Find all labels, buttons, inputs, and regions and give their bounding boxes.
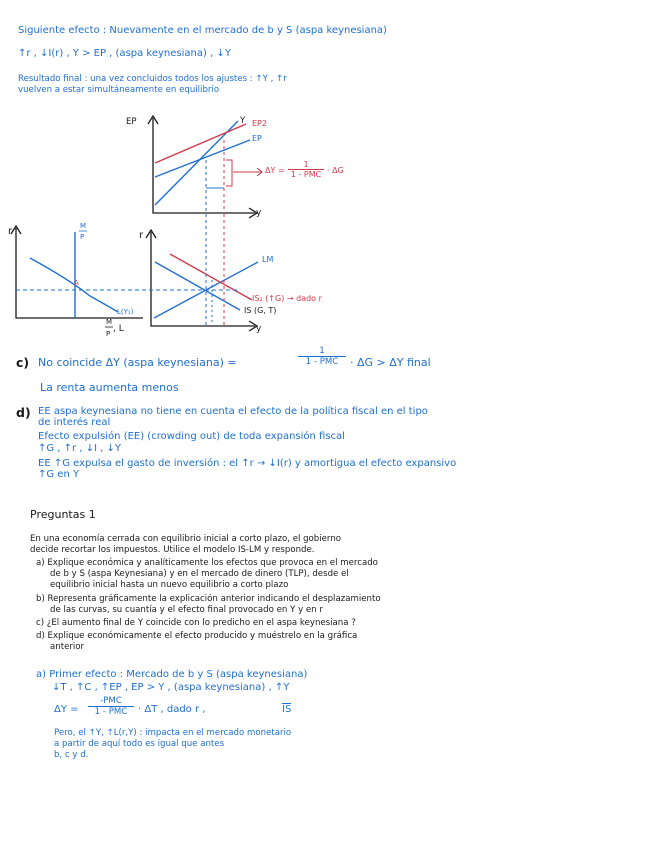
top-graph-ylabel: EP [126,117,137,127]
answer-a-formula-fraction [88,696,134,717]
islm-graph-is2-label: IS₂ (↑G) → dado r [252,294,322,303]
islm-graph-is-label: IS (G, T) [244,306,277,315]
answer-a-line-5: a partir de aquí todo es igual que antes [54,739,225,749]
preguntas-d2: anterior [50,642,85,652]
d-line-1: EE aspa keynesiana no tiene en cuenta el efecto de la política fiscal en el tipo [38,406,428,417]
top-graph-formula-rhs: · ΔG [327,166,344,175]
c-fraction [298,346,346,367]
top-graph-axes [148,116,257,218]
top-graph-formula-fraction [288,160,324,179]
money-graph-xlabel-num: M [106,318,113,326]
top-graph-label-y: Y [240,116,246,126]
d-line-4: ↑G , ↑r , ↓I , ↓Y [38,443,122,454]
intro-line-2: ↑r , ↓I(r) , Y > EP , (aspa keynesiana) , ↓Y [18,48,231,59]
islm-graph-ylabel: r [139,230,144,241]
money-graph-ylabel: r [8,226,13,237]
top-graph-label-ep: EP [252,134,262,143]
answer-a-formula-rhs: · ΔT , dado r , [138,704,206,715]
islm-graph-lm-label: LM [262,255,274,264]
c-frac-den: 1 - PMC [305,357,339,367]
money-graph-xlabel-den: P [106,330,111,338]
c-line-2: La renta aumenta menos [40,381,179,394]
preguntas-title: Preguntas 1 [30,508,96,521]
intro-line-3: Resultado final : una vez concluidos todos los ajustes : ↑Y , ↑r [18,74,287,84]
money-graph-curve-label: L(Y₁) [117,308,134,316]
intro-line-1: Siguiente efecto : Nuevamente en el mercado de b y S (aspa keynesiana) [18,25,387,36]
answer-a-line-4: Pero, el ↑Y, ↑L(r,Y) : impacta en el mercado monetario [54,728,292,738]
c-marker: c) [16,355,30,370]
preguntas-a3: equilibrio inicial hasta un nuevo equilibrio a corto plazo [50,580,289,590]
preguntas-a2: de b y S (aspa Keynesiana) y en el mercado de dinero (TLP), desde el [50,569,349,579]
answer-a-line-2: ↓T , ↑C , ↑EP , EP > Y , (aspa keynesiana) , ↑Y [52,682,290,693]
answer-a-formula-lhs: ΔY = [54,704,79,715]
money-graph-point-a: A [74,279,79,287]
d-line-3: Efecto expulsión (EE) (crowding out) de toda expansión fiscal [38,431,345,442]
c-text-b: · ΔG > ΔY final [350,356,431,369]
d-line-6: ↑G en Y [38,469,80,480]
top-graph-delta-arrow [233,168,262,176]
answer-a-line-1: a) Primer efecto : Mercado de b y S (aspa keynesiana) [36,669,308,680]
preguntas-c1: c) ¿El aumento final de Y coincide con lo predicho en el aspa keynesiana ? [36,618,356,628]
top-graph-formula-lhs: ΔY = [265,166,285,175]
answer-a-formula-den: 1 - PMC [94,707,128,717]
answer-a-line-6: b, c y d. [54,750,89,760]
top-graph-xlabel: y [256,208,262,218]
preguntas-p2: decide recortar los impuestos. Utilice el modelo IS-LM y responde. [30,545,315,555]
preguntas-a1: a) Explique económica y analíticamente los efectos que provoca en el mercado [36,558,378,568]
islm-graph-xlabel: y [256,324,262,334]
answer-a-is-shift: IS [282,704,292,715]
d-marker: d) [16,405,31,420]
top-graph-formula-den: 1 - PMC [290,170,322,179]
top-graph-45-line [155,121,238,205]
top-graph-ep2-line [155,124,246,163]
money-graph-xlabel-suffix: , L [113,324,124,334]
islm-graph-axes [146,230,257,331]
d-line-5: EE ↑G expulsa el gasto de inversión : el ↑r → ↓I(r) y amortigua el efecto expansivo [38,458,457,469]
top-graph-delta-bracket [226,160,232,186]
graphs-canvas [0,0,655,360]
answer-a-formula-num: -PMC [100,696,122,706]
preguntas-d1: d) Explique económicamente el efecto producido y muéstrelo en la gráfica [36,631,358,641]
intro-line-4: vuelven a estar simultáneamente en equilibrio [18,85,220,95]
d-line-2: de interés real [38,417,111,428]
money-graph-axes [11,226,143,318]
top-graph-formula-num: 1 [303,160,309,169]
top-graph-label-ep2: EP2 [252,119,267,128]
preguntas-p1: En una economía cerrada con equilibrio inicial a corto plazo, el gobierno [30,534,342,544]
money-graph-m-num: M [80,222,87,230]
c-frac-num: 1 [319,346,325,356]
c-text-a: No coincide ΔY (aspa keynesiana) = [38,356,237,369]
preguntas-b1: b) Representa gráficamente la explicación anterior indicando el desplazamiento [36,594,381,604]
preguntas-b2: de las curvas, su cuantía y el efecto final provocado en Y y en r [50,605,323,615]
money-graph-m-den: P [80,233,85,241]
